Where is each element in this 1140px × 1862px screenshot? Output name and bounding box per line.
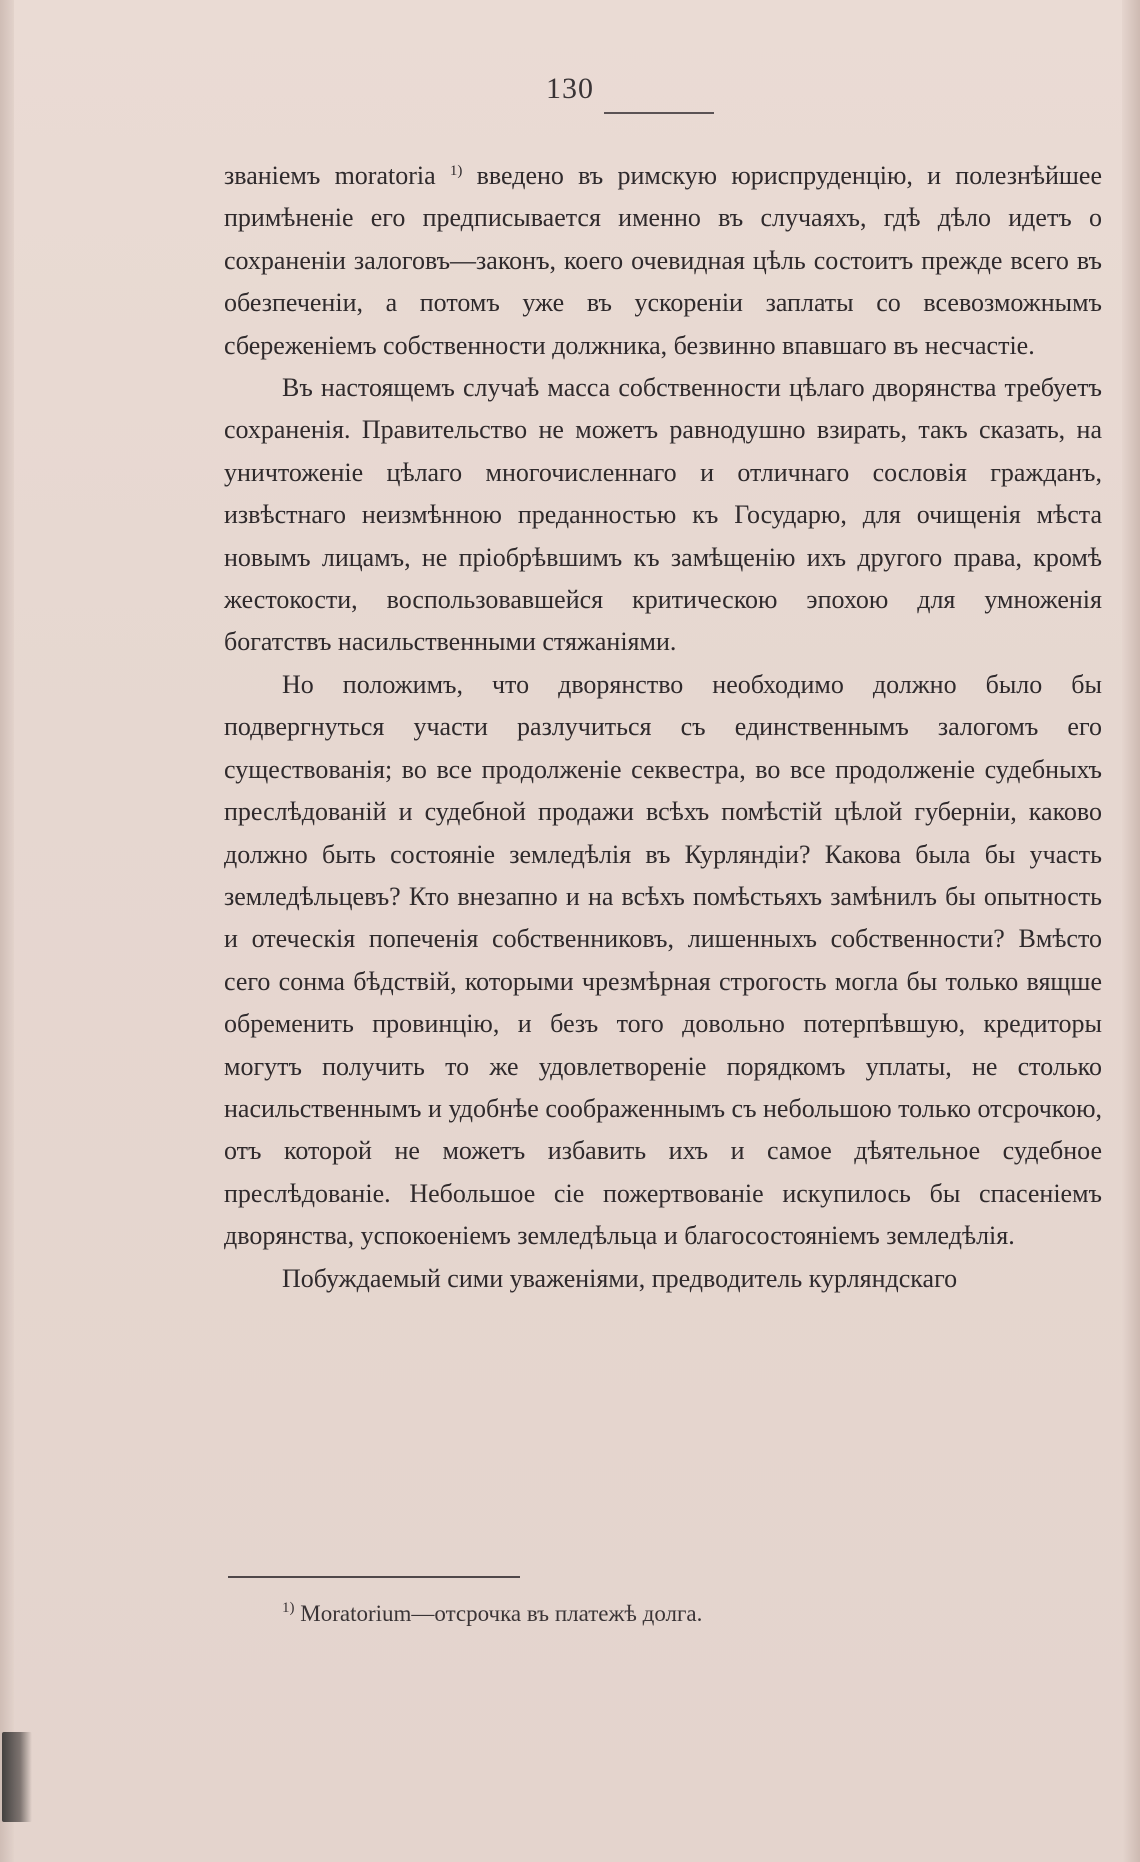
page-right-edge xyxy=(1122,0,1140,1862)
footnote-separator xyxy=(228,1576,520,1578)
footnote-reference: 1) xyxy=(449,163,463,179)
paragraph-1-text-start: званіемъ moratoria xyxy=(224,161,450,190)
footnote-text: Moratorium—отсрочка въ платежѣ долга. xyxy=(294,1601,703,1626)
page-left-edge xyxy=(0,0,14,1862)
footnote-mark: 1) xyxy=(282,1600,295,1616)
paragraph-3: Но положимъ, что дворянство необходимо должно было бы подвергнуться участи разлучиться съ единственнымъ залогомъ его существованія; во все продолженіе секвестра, во все продолженіе судебныхъ преслѣдованій и судебной продажи всѣхъ помѣстій цѣлой губерніи, каково должно быть состояніе земледѣлія въ Курляндіи? Какова была бы участь земледѣльцевъ? Кто внезапно и на всѣхъ помѣстьяхъ замѣнилъ бы опытность и отеческія попеченія собственниковъ, лишенныхъ собственности? Вмѣсто сего сонма бѣдствій, которыми чрезмѣрная строгость могла бы только вящше обременить провинцію, и безъ того довольно потерпѣвшую, кредиторы могутъ получить то же удовлетвореніе порядкомъ уплаты, не столько насильственнымъ и удобнѣе соображеннымъ съ небольшою только отсрочкою, отъ которой не можетъ избавить ихъ и самое дѣятельное судебное преслѣдованіе. Небольшое сіе пожертвованіе искупилось бы спасеніемъ дворянства, успокоеніемъ земледѣльца и благосостояніемъ земледѣлія. xyxy=(224,669,1102,1251)
paragraph-4: Побуждаемый сими уваженіями, предводитель курляндскаго xyxy=(282,1263,958,1293)
paragraph-1 xyxy=(224,150,1102,367)
body-text xyxy=(224,150,1102,1300)
paragraph-1-text-rest: введено въ римскую юриспруденцію, и полезнѣйшее примѣненіе его предписывается именно въ случаяхъ, гдѣ дѣло идетъ о сохраненіи залоговъ—законъ, коего очевидная цѣль состоитъ прежде всего въ обезпеченіи, а потомъ уже въ ускореніи заплаты со всевозможнымъ сбереженіемъ собственности должника, безвинно впавшаго въ несчастіе. xyxy=(224,161,1103,360)
footnote xyxy=(282,1600,702,1627)
paragraph-2: Въ настоящемъ случаѣ масса собственности цѣлаго дворянства требуетъ сохраненія. Правительство не можетъ равнодушно взирать, такъ сказать, на уничтоженіе цѣлаго многочисленнаго и отличнаго сословія гражданъ, извѣстнаго неизмѣнною преданностью къ Государю, для очищенія мѣста новымъ лицамъ, не пріобрѣвшимъ къ замѣщенію ихъ другого права, кромѣ жестокости, воспользовавшейся критическою эпохою для умноженія богатствъ насильственными стяжаніями. xyxy=(224,373,1102,657)
page-number-underline xyxy=(604,112,714,114)
page-number: 130 xyxy=(546,72,594,105)
scan-corner-mark xyxy=(2,1732,32,1822)
